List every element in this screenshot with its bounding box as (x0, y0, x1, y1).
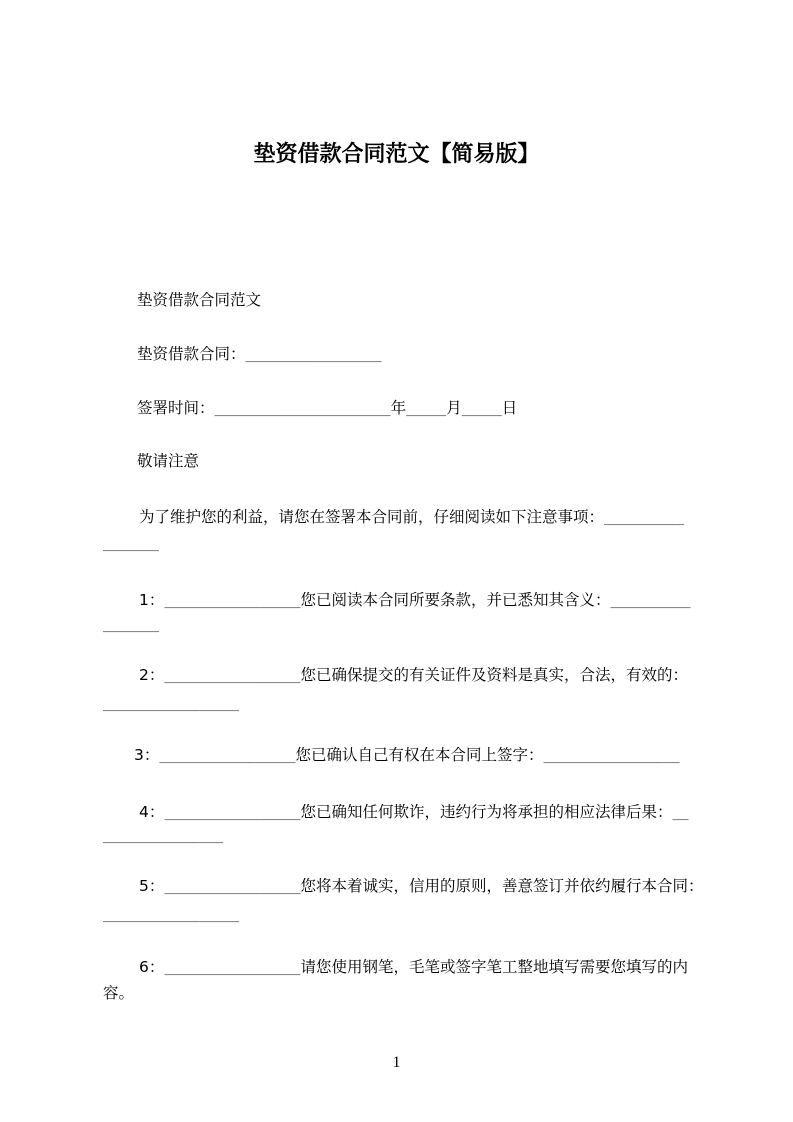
item-text: 您将本着诚实，信用的原则，善意签订并依约履行本合同： (300, 877, 704, 895)
item-number: 5： (139, 877, 165, 895)
item-5-blank-cont[interactable]: _________________ (103, 908, 240, 923)
notice-item-4 (139, 802, 689, 824)
year-label: 年 (390, 399, 407, 417)
contract-name-blank[interactable]: _________________ (245, 348, 382, 363)
intro-text: 为了维护您的利益，请您在签署本合同前，仔细阅读如下注意事项： (139, 508, 605, 526)
item-text: 您已阅读本合同所要条款，并已悉知其含义： (300, 591, 611, 609)
notice-item-2 (139, 665, 688, 687)
day-label: 日 (501, 399, 518, 417)
item-text: 您已确保提交的有关证件及资料是真实，合法，有效的： (300, 666, 688, 684)
item-1-blank[interactable]: _________________ (164, 594, 301, 609)
item-text: 您已确知任何欺诈，违约行为将承担的相应法律后果： (300, 803, 673, 821)
item-1-blank-end[interactable]: __________ (610, 594, 691, 609)
sign-date-line (137, 398, 517, 420)
item-1-blank-cont[interactable]: _______ (103, 618, 160, 633)
month-blank[interactable]: _____ (406, 402, 447, 417)
sign-label: 签署时间： (137, 399, 215, 417)
notice-item-3 (134, 745, 680, 767)
item-3-blank[interactable]: _________________ (159, 749, 296, 764)
item-number: 3： (134, 746, 160, 764)
item-number: 4： (139, 803, 165, 821)
intro-blank[interactable]: __________ (604, 511, 685, 526)
notice-heading: 敬请注意 (137, 452, 200, 470)
notice-item-6 (139, 957, 688, 979)
intro-blank-cont[interactable]: _______ (103, 537, 160, 552)
year-blank[interactable]: ______________________ (214, 402, 391, 417)
page-number: 1 (392, 1054, 401, 1071)
item-6-blank[interactable]: _________________ (164, 961, 301, 976)
item-6-text-cont: 容。 (103, 984, 135, 1002)
item-4-blank-cont[interactable]: _______________ (103, 829, 224, 844)
month-label: 月 (446, 399, 462, 417)
notice-item-5 (139, 876, 703, 898)
item-number: 1： (139, 591, 165, 609)
notice-item-1 (139, 590, 691, 612)
contract-name-line (137, 344, 382, 366)
item-4-blank[interactable]: _________________ (164, 806, 301, 821)
document-title: 垫资借款合同范文【简易版】 (253, 142, 540, 167)
heading: 垫资借款合同范文 (137, 291, 262, 309)
item-4-blank-end[interactable]: __ (672, 806, 689, 821)
item-5-blank[interactable]: _________________ (164, 880, 301, 895)
item-3-blank-end[interactable]: _________________ (543, 749, 680, 764)
item-number: 6： (139, 958, 165, 976)
item-text: 请您使用钢笔，毛笔或签字笔工整地填写需要您填写的内 (300, 958, 688, 976)
day-blank[interactable]: _____ (461, 402, 502, 417)
item-number: 2： (139, 666, 165, 684)
intro-line (139, 507, 684, 529)
item-text: 您已确认自己有权在本合同上签字： (295, 746, 544, 764)
item-2-blank-cont[interactable]: _________________ (103, 697, 240, 712)
contract-label: 垫资借款合同： (137, 345, 246, 363)
item-2-blank[interactable]: _________________ (164, 669, 301, 684)
